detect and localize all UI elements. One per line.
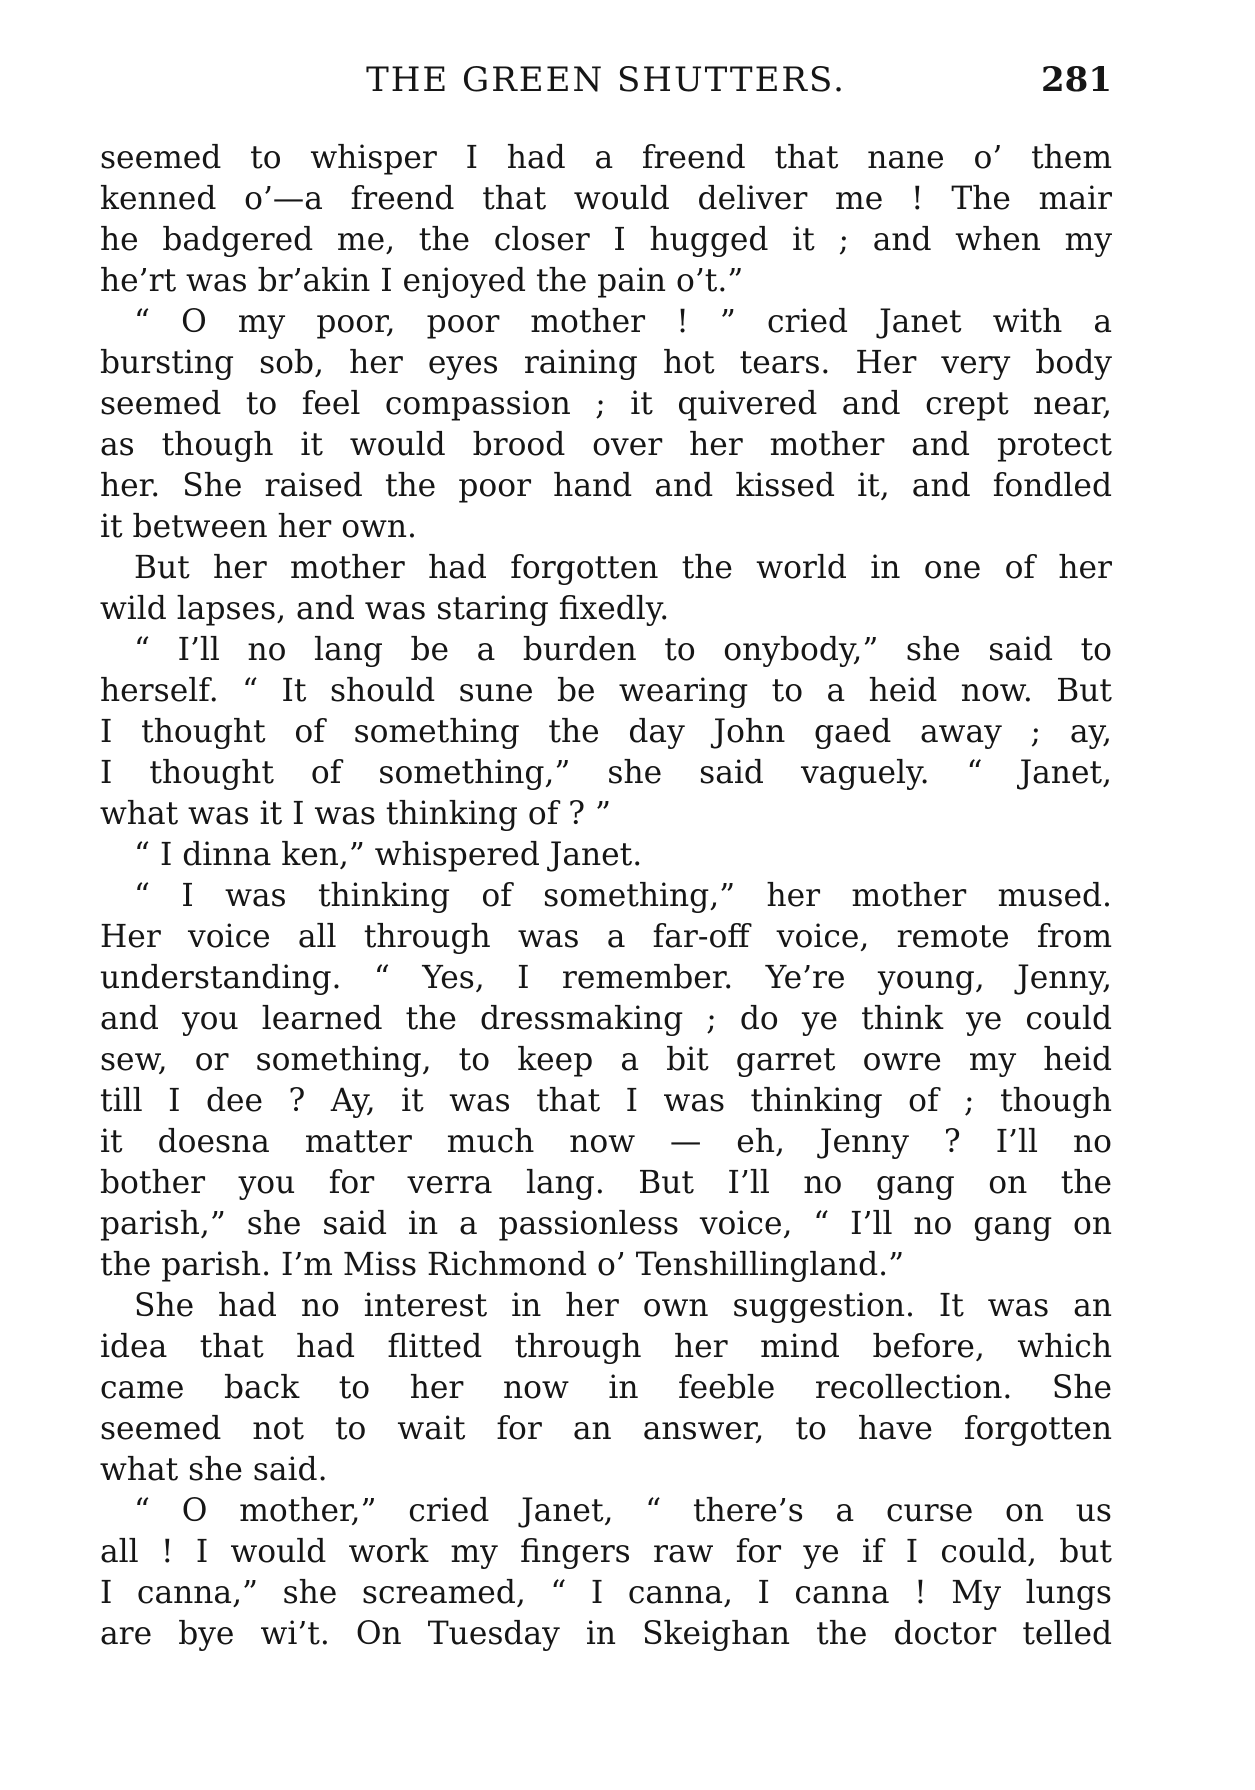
text-line: “ O mother,” cried Janet, “ there’s a curse on us bbox=[134, 1493, 1112, 1529]
text-line: seemed not to wait for an answer, to have forgotten bbox=[100, 1411, 1112, 1447]
text-line: he’rt was br’akin I enjoyed the pain o’t.” bbox=[100, 263, 744, 299]
text-line: all ! I would work my fingers raw for ye if I could, but bbox=[100, 1534, 1112, 1570]
text-line: idea that had flitted through her mind before, which bbox=[100, 1329, 1112, 1365]
text-line: herself. “ It should sune be wearing to a heid now. But bbox=[100, 673, 1112, 709]
text-line: it doesna matter much now — eh, Jenny ? I’ll no bbox=[100, 1124, 1112, 1160]
text-line: what was it I was thinking of ? ” bbox=[100, 796, 612, 832]
text-line: as though it would brood over her mother and protect bbox=[100, 427, 1112, 463]
text-line: he badgered me, the closer I hugged it ; and when my bbox=[100, 222, 1112, 258]
text-line: understanding. “ Yes, I remember. Ye’re young, Jenny, bbox=[100, 960, 1112, 996]
page-number: 281 bbox=[1041, 60, 1112, 100]
text-line: “ I was thinking of something,” her mother mused. bbox=[134, 878, 1112, 914]
text-line: till I dee ? Ay, it was that I was thinking of ; though bbox=[100, 1083, 1112, 1119]
text-line: are bye wi’t. On Tuesday in Skeighan the doctor telled bbox=[100, 1616, 1112, 1652]
text-line: seemed to feel compassion ; it quivered and crept near, bbox=[100, 386, 1112, 422]
running-title: THE GREEN SHUTTERS. bbox=[366, 60, 846, 100]
text-line: She had no interest in her own suggestion. It was an bbox=[134, 1288, 1112, 1324]
text-line: But her mother had forgotten the world in one of her bbox=[134, 550, 1112, 586]
text-line: came back to her now in feeble recollection. She bbox=[100, 1370, 1112, 1406]
text-line: bursting sob, her eyes raining hot tears. Her very body bbox=[100, 345, 1112, 381]
text-line: parish,” she said in a passionless voice, “ I’ll no gang on bbox=[100, 1206, 1112, 1242]
running-head bbox=[100, 56, 1112, 104]
text-line: I thought of something the day John gaed away ; ay, bbox=[100, 714, 1112, 750]
text-line: and you learned the dressmaking ; do ye think ye could bbox=[100, 1001, 1112, 1037]
text-line: the parish. I’m Miss Richmond o’ Tenshillingland.” bbox=[100, 1247, 905, 1283]
text-line: I canna,” she screamed, “ I canna, I canna ! My lungs bbox=[100, 1575, 1112, 1611]
text-line: “ I’ll no lang be a burden to onybody,” she said to bbox=[134, 632, 1112, 668]
text-line: “ O my poor, poor mother ! ” cried Janet with a bbox=[134, 304, 1112, 340]
text-line: wild lapses, and was staring fixedly. bbox=[100, 591, 670, 627]
text-line: what she said. bbox=[100, 1452, 328, 1488]
body-text bbox=[100, 138, 1112, 1655]
text-line: I thought of something,” she said vaguely. “ Janet, bbox=[100, 755, 1112, 791]
text-line: sew, or something, to keep a bit garret owre my heid bbox=[100, 1042, 1112, 1078]
text-line: it between her own. bbox=[100, 509, 417, 545]
text-line: “ I dinna ken,” whispered Janet. bbox=[134, 837, 643, 873]
text-line: kenned o’—a freend that would deliver me ! The mair bbox=[100, 181, 1112, 217]
text-line: Her voice all through was a far-off voice, remote from bbox=[100, 919, 1112, 955]
text-line: bother you for verra lang. But I’ll no gang on the bbox=[100, 1165, 1112, 1201]
text-line: seemed to whisper I had a freend that nane o’ them bbox=[100, 140, 1112, 176]
text-line: her. She raised the poor hand and kissed it, and fondled bbox=[100, 468, 1112, 504]
